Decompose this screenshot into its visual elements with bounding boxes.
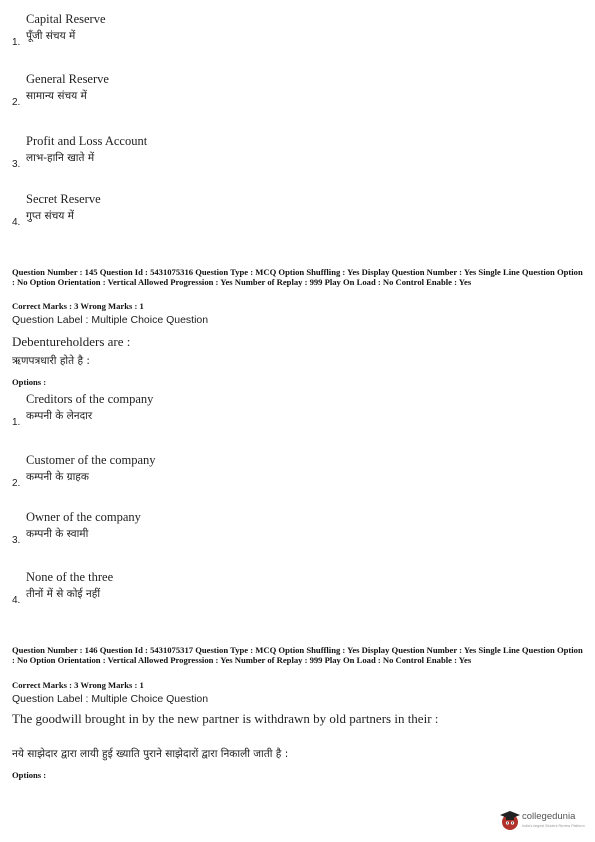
option-number: 1.	[12, 37, 21, 48]
option-text-en: Owner of the company	[26, 510, 141, 524]
question-meta: Question Number : 146 Question Id : 5431075317 Question Type : MCQ Option Shuffling : Yes Display Question Number : Yes Single Line Question Option : No Option Orientation : Vertical Allowed Progression : Yes Number of Replay : 999 Play On Load : No Control Enable : Yes	[12, 645, 583, 665]
question-label: Question Label : Multiple Choice Question	[12, 693, 209, 705]
options-label: Options :	[12, 377, 47, 387]
logo-tagline: India's largest Student Review Platform	[522, 824, 585, 828]
option-number: 1.	[12, 417, 21, 428]
question-marks: Correct Marks : 3 Wrong Marks : 1	[12, 301, 144, 311]
option-text-en: Secret Reserve	[26, 192, 101, 206]
option-number: 2.	[12, 478, 21, 489]
option-text-hi: कम्पनी के ग्राहक	[26, 471, 89, 483]
option-number: 3.	[12, 535, 21, 546]
question-text-hi: नये साझेदार द्वारा लायी हुई ख्याति पुराने साझेदारों द्वारा निकाली जाती है :	[12, 748, 289, 760]
option-text-hi: गुप्त संचय में	[26, 210, 74, 222]
question-text-en: Debentureholders are :	[12, 334, 131, 349]
option-text-hi: कम्पनी के स्वामी	[26, 528, 89, 540]
option-text-hi: कम्पनी के लेनदार	[26, 410, 93, 422]
option-text-en: Profit and Loss Account	[26, 134, 148, 148]
collegedunia-logo	[498, 806, 590, 836]
option-text-en: None of the three	[26, 570, 114, 584]
option-text-hi: पूँजी संचय में	[26, 30, 76, 42]
option-number: 4.	[12, 217, 21, 228]
question-marks: Correct Marks : 3 Wrong Marks : 1	[12, 680, 144, 690]
option-text-hi: तीनों में से कोई नहीं	[26, 588, 101, 600]
option-text-hi: सामान्य संचय में	[26, 90, 87, 102]
logo-brand-text: collegedunia	[522, 811, 576, 822]
option-number: 2.	[12, 97, 21, 108]
option-text-hi: लाभ-हानि खाते में	[26, 152, 95, 164]
option-text-en: Creditors of the company	[26, 392, 154, 406]
option-number: 4.	[12, 595, 21, 606]
options-label: Options :	[12, 770, 47, 780]
question-text-en: The goodwill brought in by the new partner is withdrawn by old partners in their :	[12, 711, 439, 726]
question-text-hi: ऋणपत्रधारी होते है :	[12, 355, 90, 367]
question-meta: Question Number : 145 Question Id : 5431075316 Question Type : MCQ Option Shuffling : Yes Display Question Number : Yes Single Line Question Option : No Option Orientation : Vertical Allowed Progression : Yes Number of Replay : 999 Play On Load : No Control Enable : Yes	[12, 267, 583, 287]
option-text-en: Capital Reserve	[26, 12, 106, 26]
option-number: 3.	[12, 159, 21, 170]
graduation-cap-icon	[498, 808, 522, 832]
option-text-en: General Reserve	[26, 72, 109, 86]
option-text-en: Customer of the company	[26, 453, 156, 467]
question-label: Question Label : Multiple Choice Question	[12, 314, 209, 326]
